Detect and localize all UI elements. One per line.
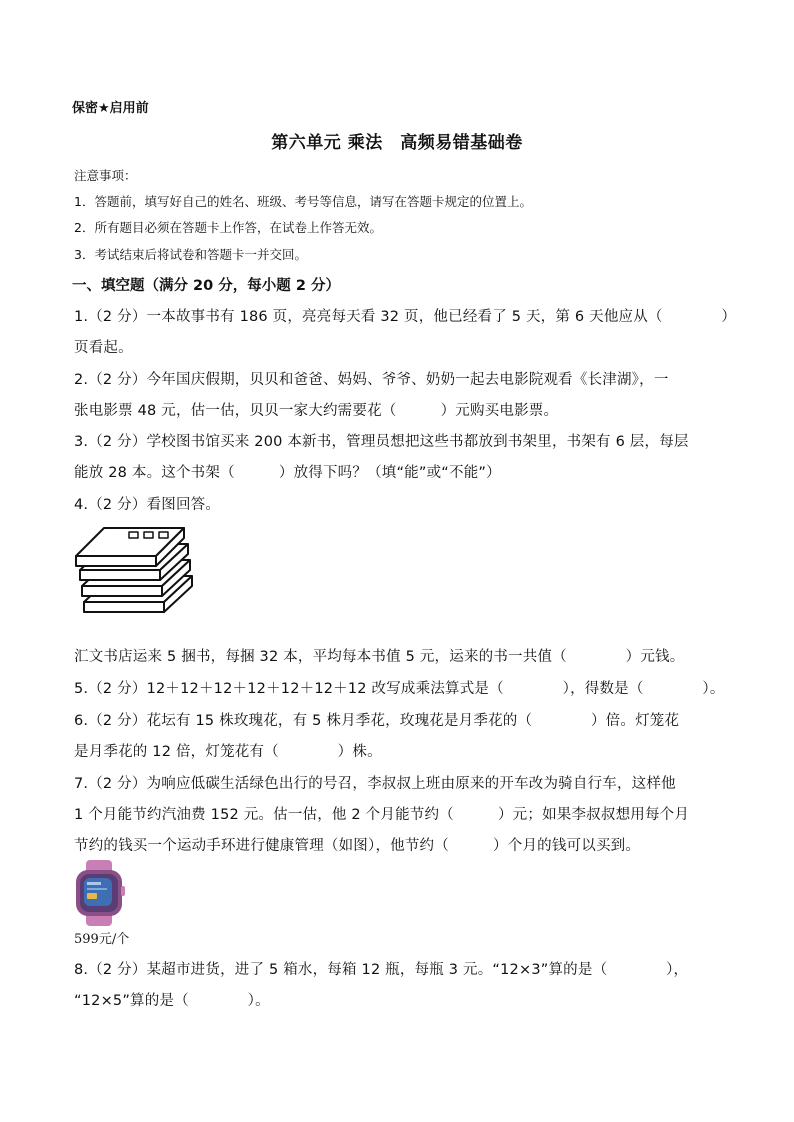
confidential-label: 保密★启用前 — [72, 101, 149, 116]
question-2-line-2: 张电影票 48 元，估一估，贝贝一家大约需要花（ ）元购买电影票。 — [74, 403, 559, 419]
question-1-line-1: 1.（2 分）一本故事书有 186 页，亮亮每天看 32 页，他已经看了 5 天，第 6 天他应从（ ） — [74, 309, 737, 325]
notice-item-1: 1．答题前，填写好自己的姓名、班级、考号等信息，请写在答题卡规定的位置上。 — [74, 194, 532, 209]
question-8-line-2: “12×5”算的是（ ）。 — [74, 993, 270, 1009]
question-7-line-1: 7.（2 分）为响应低碳生活绿色出行的号召，李叔叔上班由原来的开车改为骑自行车，这样他 — [74, 776, 676, 792]
question-3-line-1: 3.（2 分）学校图书馆买来 200 本新书，管理员想把这些书都放到书架里，书架有 6 层，每层 — [74, 434, 689, 450]
books-stack-image — [74, 522, 198, 618]
question-4-line-1: 4.（2 分）看图回答。 — [74, 497, 221, 513]
section-title: 一、填空题（满分 20 分，每小题 2 分） — [72, 278, 340, 294]
question-6-line-2: 是月季花的 12 倍，灯笼花有（ ）株。 — [74, 744, 382, 760]
question-2-line-1: 2.（2 分）今年国庆假期，贝贝和爸爸、妈妈、爷爷、奶奶一起去电影院观看《长津湖》，一 — [74, 372, 669, 388]
question-6-line-1: 6.（2 分）花坛有 15 株玫瑰花，有 5 株月季花，玫瑰花是月季花的（ ）倍。灯笼花 — [74, 713, 680, 729]
question-5-line-1: 5.（2 分）12＋12＋12＋12＋12＋12＋12 改写成乘法算式是（ ），得数是（ ）。 — [74, 681, 725, 697]
page-title: 第六单元 乘法 高频易错基础卷 — [271, 133, 523, 153]
question-1-line-2: 页看起。 — [74, 340, 133, 356]
smart-watch-image — [72, 860, 128, 926]
question-7-line-2: 1 个月能节约汽油费 152 元。估一估，他 2 个月能节约（ ）元；如果李叔叔想用每个月 — [74, 807, 690, 823]
notice-heading: 注意事项： — [74, 168, 137, 183]
question-8-line-1: 8.（2 分）某超市进货，进了 5 箱水，每箱 12 瓶，每瓶 3 元。“12×3”算的是（ ）， — [74, 962, 689, 978]
question-4-line-2: 汇文书店运来 5 捆书，每捆 32 本，平均每本书值 5 元，运来的书一共值（ ）元钱。 — [74, 649, 685, 665]
notice-item-2: 2．所有题目必须在答题卡上作答，在试卷上作答无效。 — [74, 220, 382, 235]
question-7-line-3: 节约的钱买一个运动手环进行健康管理（如图），他节约（ ）个月的钱可以买到。 — [74, 838, 641, 854]
question-3-line-2: 能放 28 本。这个书架（ ）放得下吗？（填“能”或“不能”） — [74, 465, 501, 481]
watch-price-caption: 599元/个 — [74, 932, 130, 947]
notice-item-3: 3．考试结束后将试卷和答题卡一并交回。 — [74, 247, 307, 262]
